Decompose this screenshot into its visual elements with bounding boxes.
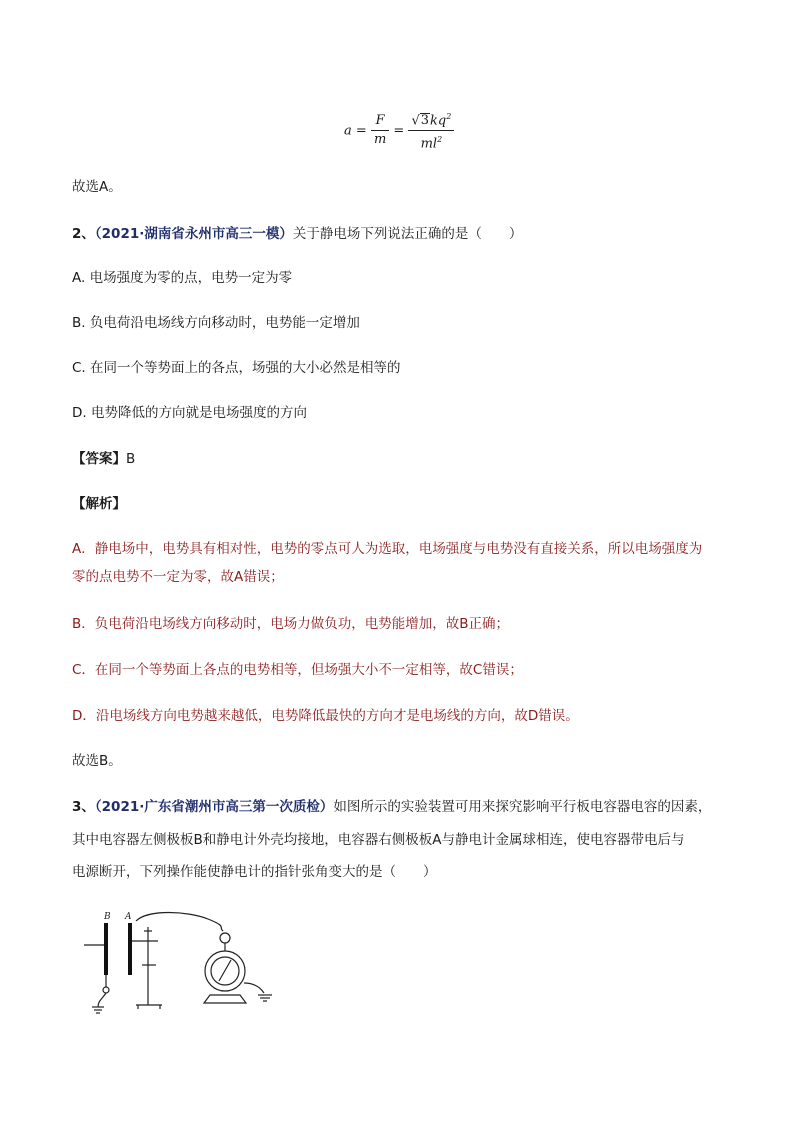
- previous-answer-conclusion: 故选A。: [72, 179, 122, 195]
- answer-value: B: [126, 451, 136, 467]
- question-3-source: （2021·广东省潮州市高三第一次质检）: [94, 799, 334, 815]
- plate-b: [104, 923, 108, 975]
- connecting-wire: [136, 913, 223, 932]
- question-2-number: 2、: [72, 226, 95, 242]
- electroscope-needle: [219, 960, 231, 981]
- numerator-rest: kq: [430, 113, 447, 129]
- numerator-exponent: 2: [446, 112, 452, 121]
- formula-eq-2: =: [393, 123, 405, 139]
- plate-a: [128, 923, 132, 975]
- denominator-base: ml: [420, 136, 438, 152]
- acceleration-formula: [344, 108, 454, 154]
- plate-b-ground-wire: [98, 993, 106, 1007]
- question-2-conclusion: 故选B。: [72, 753, 122, 769]
- electroscope: [204, 933, 272, 1003]
- question-2-option-b: B. 负电荷沿电场线方向移动时，电势能一定增加: [72, 315, 360, 331]
- formula-numerator: [408, 108, 454, 131]
- question-3-line-1: [72, 797, 711, 817]
- question-2-stem: 关于静电场下列说法正确的是（ ）: [292, 226, 523, 242]
- analysis-line-3: B．负电荷沿电场线方向移动时，电场力做负功，电势能增加，故B正确；: [72, 616, 510, 632]
- question-2-source: （2021·湖南省永州市高三一模）: [94, 226, 293, 242]
- question-2-option-c: C. 在同一个等势面上的各点，场强的大小必然是相等的: [72, 360, 401, 376]
- plate-a-assembly: [128, 913, 223, 1010]
- sqrt-symbol: √: [411, 113, 420, 129]
- formula-m: m: [373, 132, 387, 148]
- analysis-line-2: 零的点电势不一定为零，故A错误；: [72, 569, 284, 585]
- analysis-line-4: C．在同一个等势面上各点的电势相等，但场强大小不一定相等，故C错误；: [72, 662, 523, 678]
- electroscope-base: [204, 995, 246, 1003]
- analysis-label: 【解析】: [72, 496, 126, 512]
- plate-b-assembly: [84, 923, 109, 1013]
- formula-eq-1: =: [355, 123, 367, 139]
- denominator-exponent: 2: [437, 135, 443, 145]
- capacitor-electroscope-figure: [78, 905, 288, 1017]
- sqrt-argument: 3: [420, 113, 430, 129]
- question-2-answer: [72, 449, 135, 469]
- answer-label: 【答案】: [72, 451, 126, 467]
- analysis-line-1: A．静电场中，电势具有相对性，电势的零点可人为选取，电场强度与电势没有直接关系，所以电场强度为: [72, 541, 703, 557]
- question-2-header: [72, 224, 522, 244]
- question-3-number: 3、: [72, 799, 95, 815]
- plate-b-terminal: [103, 987, 109, 993]
- formula-fraction-result: [408, 108, 454, 154]
- question-3-line-3: 电源断开，下列操作能使静电计的指针张角变大的是（ ）: [72, 864, 437, 880]
- question-3-stem-1: 如图所示的实验装置可用来探究影响平行板电容器电容的因素，: [333, 799, 712, 815]
- label-a: A: [125, 912, 132, 922]
- analysis-line-5: D．沿电场线方向电势越来越低，电势降低最快的方向才是电场线的方向，故D错误。: [72, 708, 579, 724]
- label-b: B: [104, 912, 111, 922]
- electroscope-ground-wire: [244, 983, 264, 993]
- question-2-option-d: D. 电势降低的方向就是电场强度的方向: [72, 405, 307, 421]
- formula-f: F: [371, 112, 389, 131]
- formula-denominator: [408, 131, 454, 153]
- electroscope-ball: [220, 933, 230, 943]
- question-2-option-a: A. 电场强度为零的点，电势一定为零: [72, 270, 293, 286]
- formula-fraction-f-over-m: [371, 112, 389, 149]
- formula-lhs: a: [344, 123, 352, 139]
- question-3-line-2: 其中电容器左侧极板B和静电计外壳均接地，电容器右侧极板A与静电计金属球相连，使电容器带电后与: [72, 832, 685, 848]
